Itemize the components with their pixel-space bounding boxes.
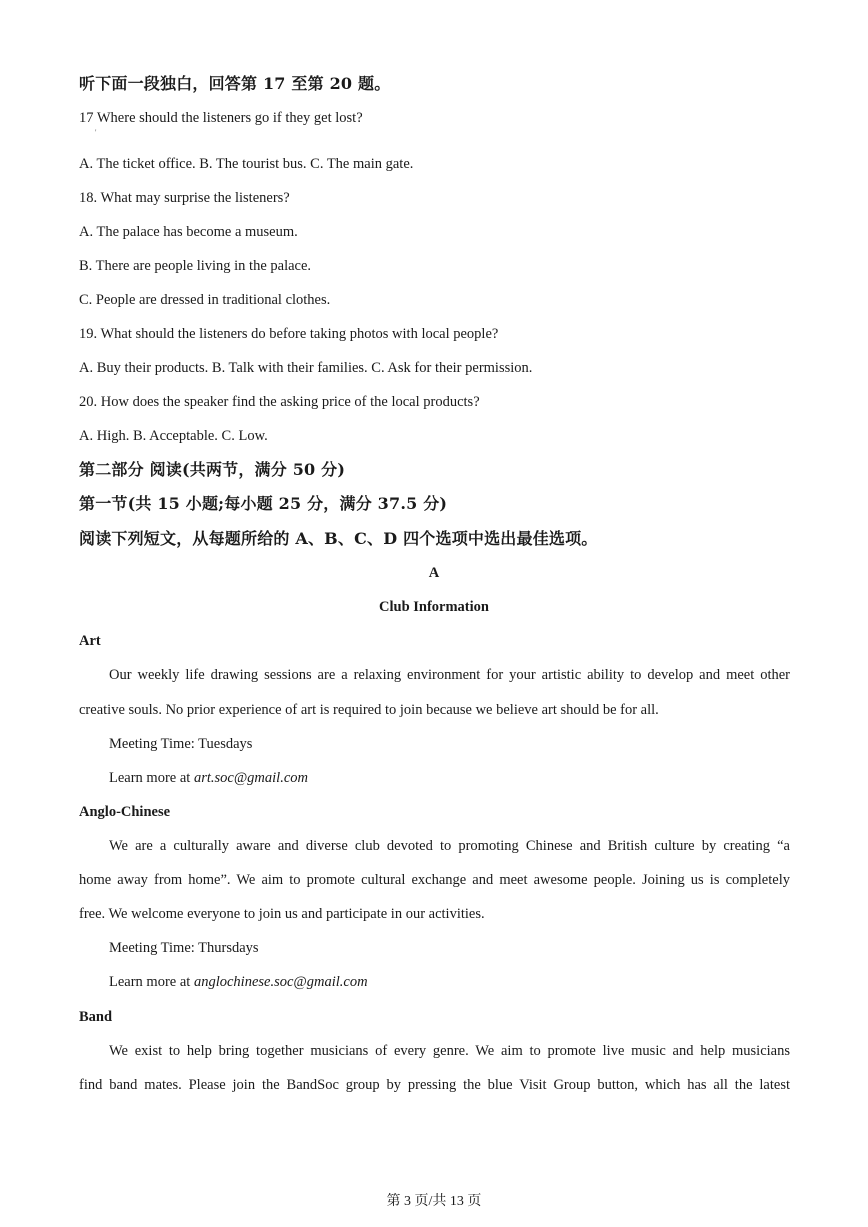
- reading-instruction: 阅读下列短文，从每题所给的 A、B、C、D 四个选项中选出最佳选项。: [79, 529, 598, 548]
- club-art-contact: [109, 768, 308, 788]
- question-17-options: A. The ticket office. B. The tourist bus. C. The main gate.: [79, 156, 414, 172]
- club-anglo-desc-line1: We are a culturally aware and diverse club devoted to promoting Chinese and British culture by creating “a: [109, 838, 790, 854]
- passage-title: Club Information: [379, 599, 489, 615]
- club-band-name: Band: [79, 1009, 113, 1025]
- club-art-meeting-time: Meeting Time: Tuesdays: [109, 736, 253, 752]
- question-18: 18. What may surprise the listeners?: [79, 190, 290, 206]
- club-art-desc-line2: creative souls. No prior experience of art is required to join because we believe art should be for all.: [79, 702, 659, 718]
- reading-part-title: 第二部分 阅读(共两节，满分 50 分): [79, 460, 346, 479]
- club-anglo-name: Anglo-Chinese: [79, 804, 171, 820]
- learn-more-label: Learn more at: [109, 770, 194, 786]
- reading-section-title: 第一节(共 15 小题;每小题 25 分，满分 37.5 分): [79, 494, 448, 513]
- question-20: 20. How does the speaker find the asking price of the local products?: [79, 394, 480, 410]
- question-18-option-a: A. The palace has become a museum.: [79, 224, 298, 240]
- stray-mark: ': [95, 128, 97, 137]
- club-anglo-meeting-time: Meeting Time: Thursdays: [109, 940, 259, 956]
- question-19-options: A. Buy their products. B. Talk with their families. C. Ask for their permission.: [79, 360, 533, 376]
- question-20-options: A. High. B. Acceptable. C. Low.: [79, 428, 268, 444]
- page-number-footer: 第 3 页/共 13 页: [386, 1194, 482, 1209]
- club-art-desc-line1: Our weekly life drawing sessions are a relaxing environment for your artistic ability to develop and meet other: [109, 667, 790, 683]
- club-band-desc-line1: We exist to help bring together musicians of every genre. We aim to promote live music and help musicians: [109, 1043, 790, 1059]
- question-19: 19. What should the listeners do before taking photos with local people?: [79, 326, 499, 342]
- club-art-email: art.soc@gmail.com: [193, 770, 308, 786]
- club-art-name: Art: [79, 633, 101, 649]
- club-anglo-contact: [109, 972, 368, 992]
- passage-letter: A: [428, 565, 440, 581]
- question-18-option-b: B. There are people living in the palace.: [79, 258, 312, 274]
- club-anglo-email: anglochinese.soc@gmail.com: [193, 974, 368, 990]
- club-band-desc-line2: find band mates. Please join the BandSoc group by pressing the blue Visit Group button, which has all the latest: [79, 1077, 790, 1093]
- club-anglo-desc-line2: home away from home”. We aim to promote cultural exchange and meet awesome people. Joining us is completely: [79, 872, 790, 888]
- question-18-option-c: C. People are dressed in traditional clothes.: [79, 292, 331, 308]
- listening-instruction: 听下面一段独白，回答第 17 至第 20 题。: [79, 74, 391, 93]
- question-17: 17 Where should the listeners go if they get lost?: [79, 110, 363, 126]
- club-anglo-desc-line3: free. We welcome everyone to join us and participate in our activities.: [79, 906, 485, 922]
- learn-more-label: Learn more at: [109, 974, 194, 990]
